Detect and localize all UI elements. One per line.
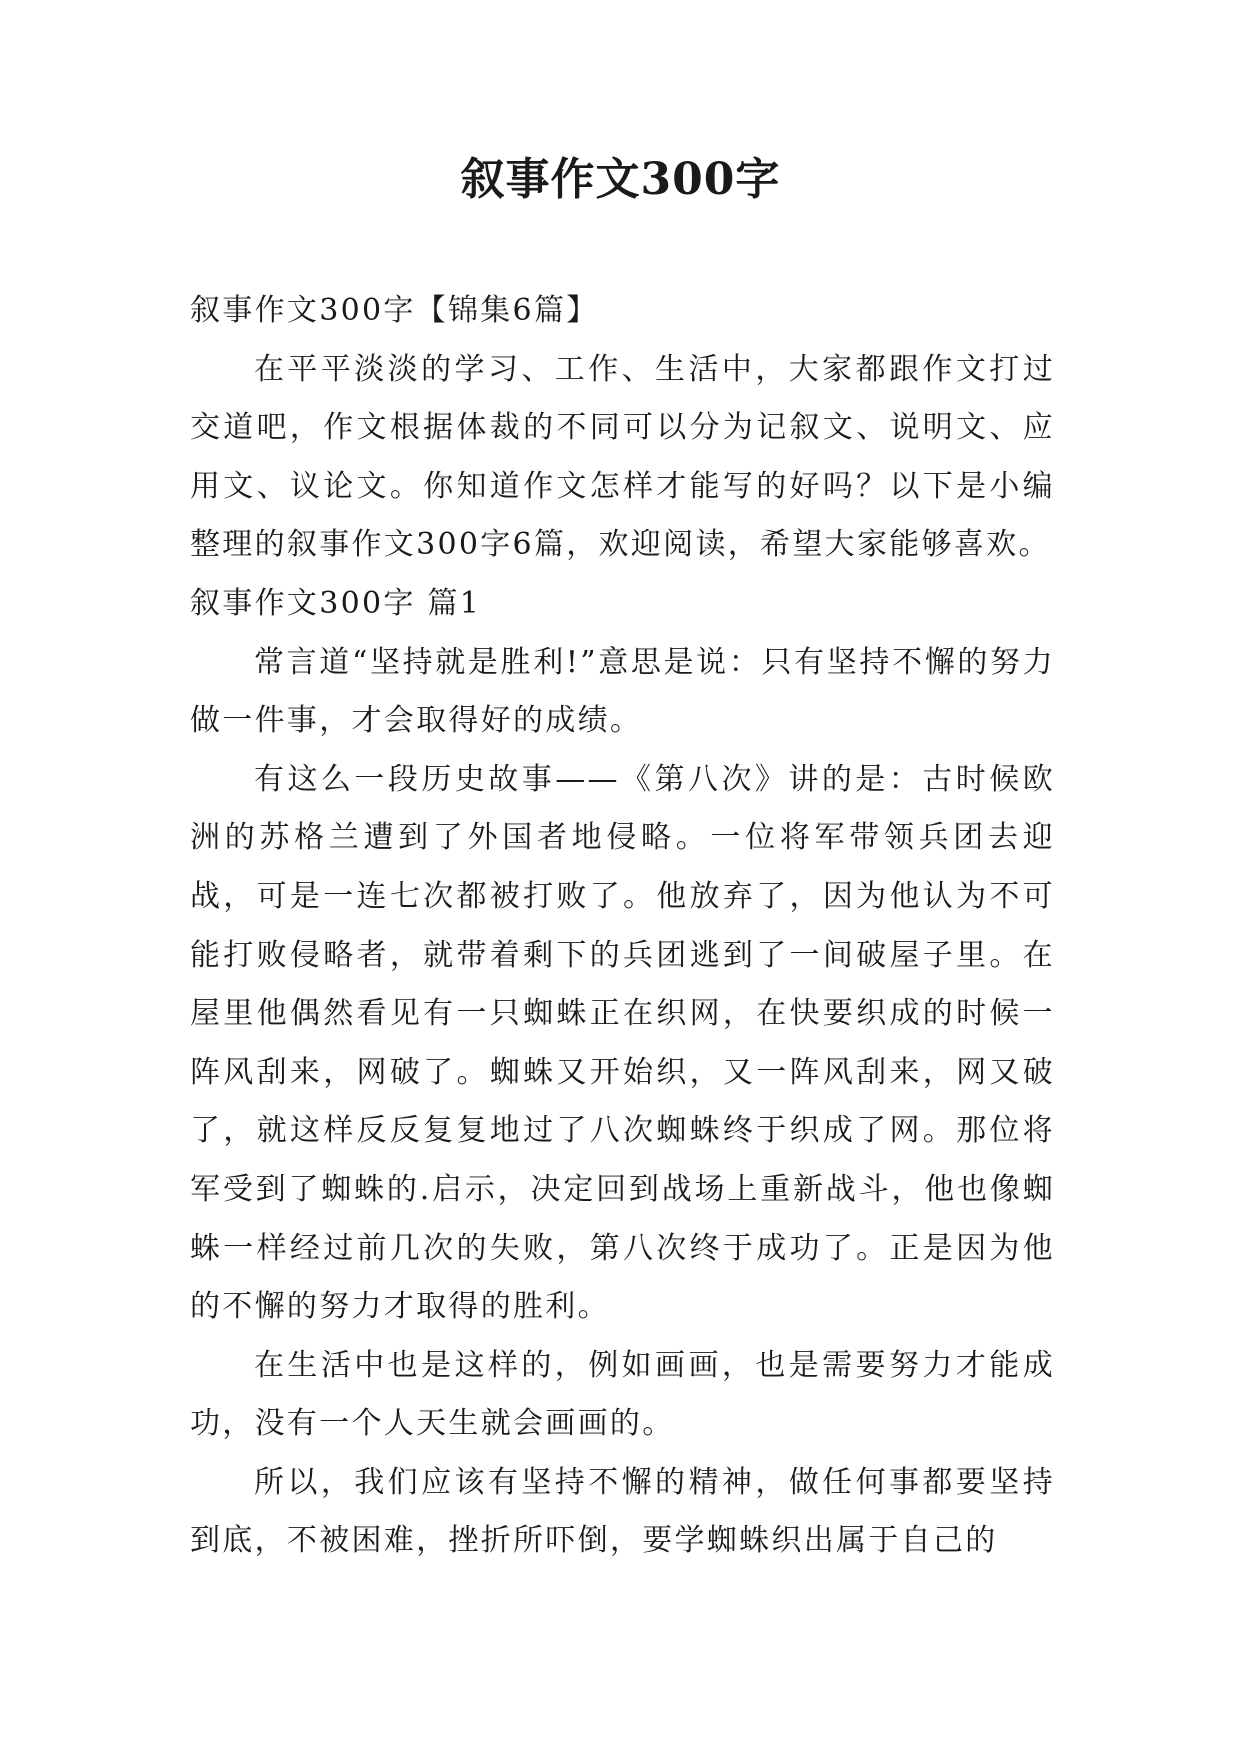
paragraph: 常言道“坚持就是胜利!”意思是说：只有坚持不懈的努力做一件事，才会取得好的成绩。 bbox=[190, 644, 1055, 739]
paragraph: 在生活中也是这样的，例如画画，也是需要努力才能成功，没有一个人天生就会画画的。 bbox=[190, 1347, 1055, 1442]
section-heading: 叙事作文300字 篇1 bbox=[190, 585, 482, 621]
page-title: 叙事作文300字 bbox=[460, 154, 781, 205]
paragraph-intro: 在平平淡淡的学习、工作、生活中，大家都跟作文打过交道吧，作文根据体裁的不同可以分为记叙文、说明文、应用文、议论文。你知道作文怎样才能写的好吗？以下是小编整理的叙事作文300字6篇，欢迎阅读，希望大家能够喜欢。 bbox=[190, 351, 1055, 563]
paragraph-subtitle: 叙事作文300字【锦集6篇】 bbox=[190, 293, 599, 328]
document-body bbox=[190, 282, 1055, 1571]
paragraph: 有这么一段历史故事——《第八次》讲的是：古时候欧洲的苏格兰遭到了外国者地侵略。一位将军带领兵团去迎战，可是一连七次都被打败了。他放弃了，因为他认为不可能打败侵略者，就带着剩下的兵团逃到了一间破屋子里。在屋里他偶然看见有一只蜘蛛正在织网，在快要织成的时候一阵风刮来，网破了。蜘蛛又开始织，又一阵风刮来，网又破了，就这样反反复复地过了八次蜘蛛终于织成了网。那位将军受到了蜘蛛的.启示，决定回到战场上重新战斗，他也像蜘蛛一样经过前几次的失败，第八次终于成功了。正是因为他的不懈的努力才取得的胜利。 bbox=[190, 761, 1055, 1325]
paragraph: 所以，我们应该有坚持不懈的精神，做任何事都要坚持到底，不被困难，挫折所吓倒，要学蜘蛛织出属于自己的 bbox=[190, 1464, 1055, 1559]
